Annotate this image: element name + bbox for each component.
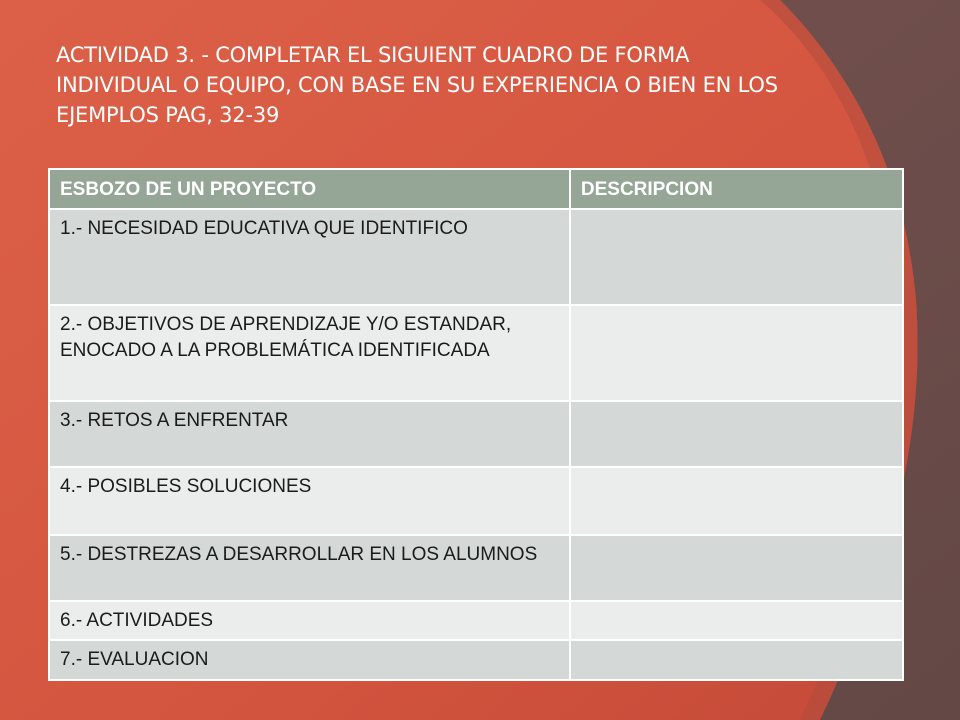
row-description-cell[interactable] (570, 640, 903, 680)
row-item-cell: 2.- OBJETIVOS DE APRENDIZAJE Y/O ESTANDAR, ENOCADO A LA PROBLEMÁTICA IDENTIFICADA (49, 305, 570, 401)
table-row (49, 601, 903, 640)
row-item-cell: 5.- DESTREZAS A DESARROLLAR EN LOS ALUMNOS (49, 535, 570, 601)
row-description-cell[interactable] (570, 467, 903, 535)
row-item-cell: 1.- NECESIDAD EDUCATIVA QUE IDENTIFICO (49, 209, 570, 305)
table-row (49, 640, 903, 680)
header-description: DESCRIPCION (570, 169, 903, 209)
row-item-cell: 6.- ACTIVIDADES (49, 601, 570, 640)
row-item-cell: 4.- POSIBLES SOLUCIONES (49, 467, 570, 535)
row-item-cell: 3.- RETOS A ENFRENTAR (49, 401, 570, 467)
row-description-cell[interactable] (570, 305, 903, 401)
project-outline-table (48, 168, 904, 681)
table-header-row (49, 169, 903, 209)
table-row (49, 467, 903, 535)
table-row (49, 535, 903, 601)
slide-title: ACTIVIDAD 3. - COMPLETAR EL SIGUIENT CUADRO DE FORMA INDIVIDUAL O EQUIPO, CON BASE EN SU EXPERIENCIA O BIEN EN LOS EJEMPLOS PAG, 32-39 (56, 43, 778, 127)
row-description-cell[interactable] (570, 401, 903, 467)
row-description-cell[interactable] (570, 535, 903, 601)
row-description-cell[interactable] (570, 601, 903, 640)
table-row (49, 305, 903, 401)
header-project-outline: ESBOZO DE UN PROYECTO (49, 169, 570, 209)
row-item-cell: 7.- EVALUACION (49, 640, 570, 680)
table-row (49, 209, 903, 305)
row-description-cell[interactable] (570, 209, 903, 305)
table-row (49, 401, 903, 467)
